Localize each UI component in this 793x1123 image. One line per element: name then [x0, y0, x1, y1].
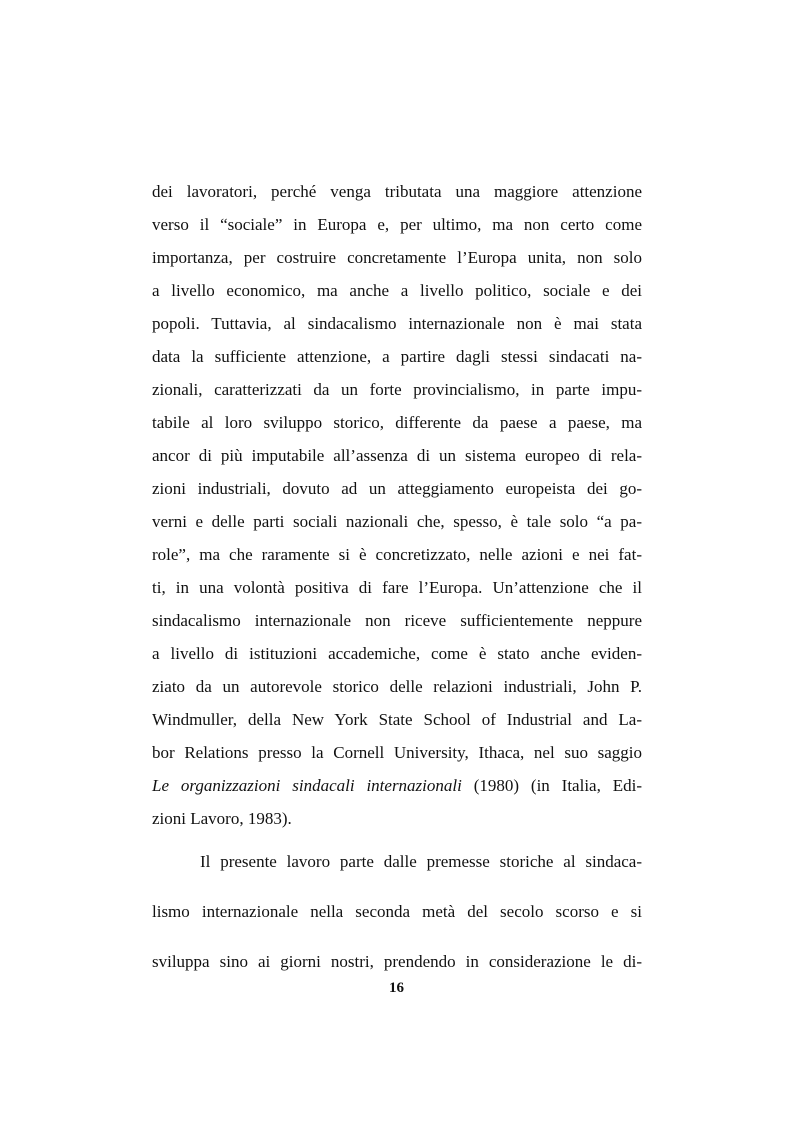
text-line: zioni Lavoro, 1983). — [152, 809, 292, 828]
text-line: verso il “sociale” in Europa e, per ultimo, ma non certo come — [152, 215, 642, 234]
text-line: Windmuller, della New York State School of Industrial and La- — [152, 710, 642, 729]
text-line-with-title — [152, 769, 642, 802]
text-line: ti, in una volontà positiva di fare l’Europa. Un’attenzione che il — [152, 578, 642, 597]
page-number: 16 — [389, 980, 404, 996]
text-line: zioni industriali, dovuto ad un atteggiamento europeista dei go- — [152, 479, 642, 498]
text-line: importanza, per costruire concretamente l’Europa unita, non solo — [152, 248, 642, 267]
text-line: zionali, caratterizzati da un forte provincialismo, in parte impu- — [152, 380, 642, 399]
body-paragraph-2 — [152, 837, 642, 987]
text-line: popoli. Tuttavia, al sindacalismo internazionale non è mai stata — [152, 314, 642, 333]
text-line: a livello economico, ma anche a livello politico, sociale e dei — [152, 281, 642, 300]
text-line: lismo internazionale nella seconda metà del secolo scorso e si — [152, 902, 642, 921]
text-line: a livello di istituzioni accademiche, come è stato anche eviden- — [152, 644, 642, 663]
text-line: ziato da un autorevole storico delle relazioni industriali, John P. — [152, 677, 642, 696]
body-paragraph-1 — [152, 175, 642, 835]
text-line: sindacalismo internazionale non riceve sufficientemente neppure — [152, 611, 642, 630]
text-fragment: (1980) (in Italia, Edi- — [461, 776, 642, 795]
text-line: sviluppa sino ai giorni nostri, prendendo in considerazione le di- — [152, 952, 642, 971]
text-line: role”, ma che raramente si è concretizzato, nelle azioni e nei fat- — [152, 545, 642, 564]
text-line: data la sufficiente attenzione, a partire dagli stessi sindacati na- — [152, 347, 642, 366]
text-line: dei lavoratori, perché venga tributata una maggiore attenzione — [152, 182, 642, 201]
text-line: bor Relations presso la Cornell University, Ithaca, nel suo saggio — [152, 743, 642, 762]
text-line: tabile al loro sviluppo storico, differente da paese a paese, ma — [152, 413, 642, 432]
text-line: ancor di più imputabile all’assenza di un sistema europeo di rela- — [152, 446, 642, 465]
text-line: Il presente lavoro parte dalle premesse storiche al sindaca- — [200, 852, 642, 871]
book-title: Le organizzazioni sindacali internazionali — [152, 776, 462, 795]
text-line: verni e delle parti sociali nazionali che, spesso, è tale solo “a pa- — [152, 512, 642, 531]
